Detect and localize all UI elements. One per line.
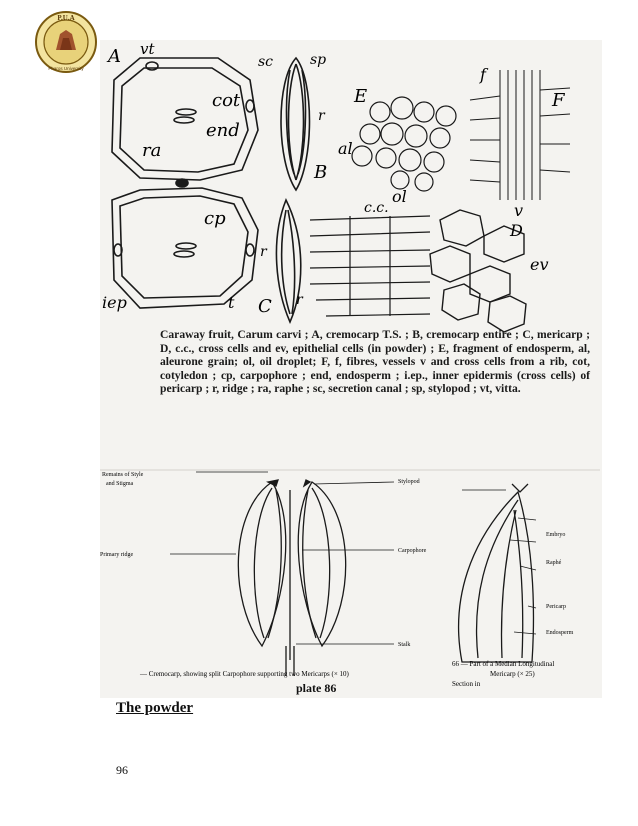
label-ol: ol [392,187,407,206]
label-A: A [108,46,121,67]
page-number: 96 [116,763,128,777]
label-stalk: Stalk [398,642,411,648]
label-cp: cp [204,208,226,229]
label-ev: ev [530,255,549,274]
university-logo [34,10,98,74]
caption-longitudinal-3: Section in [452,680,481,688]
label-raphe: Raphé [546,560,562,566]
label-stylopod: Stylopod [398,479,420,485]
label-D: D [510,221,523,240]
label-cc: c.c. [364,200,389,216]
label-C: C [258,296,272,317]
label-v: v [514,201,524,220]
figure-caption [160,328,590,396]
svg-text:P.U.A: P.U.A [57,14,75,22]
label-end: end [206,120,240,141]
caption-text: Caraway fruit, Carum carvi ; A, cremocarp T.S. ; B, cremocarp entire ; C, mericarp ; D, c.c., cross cells and ev, epithelial cells (in powder) ; E, fragment of endosperm, al, aleurone grain; ol, oil droplet; F, f, fibres, vessels v and cross cells from a rib, cot, cotyledon ; cp, carpophore ; end, endosperm ; i.ep., inner epidermis (cross cells) of pericarp ; r, ridge ; ra, raphe ; sc, secretion canal ; sp, stylopod ; vt, vitta. [160,328,590,395]
label-primary-ridge: Primary ridge [100,552,134,558]
label-ra: ra [142,140,162,161]
label-carpophore: Carpophore [398,548,427,554]
label-r-b: r [318,108,325,124]
caption-longitudinal-2: Mericarp (× 25) [490,670,535,678]
label-r-c2: r [296,292,303,308]
caption-cremocarp: — Cremocarp, showing split Carpophore supporting two Mericarps (× 10) [140,670,349,678]
label-t: t [228,293,235,312]
label-f: f [480,65,486,84]
plate-label: plate 86 [296,681,337,695]
label-B: B [314,162,328,183]
label-endosperm: Endosperm [546,630,574,636]
label-embryo: Embryo [546,532,566,538]
label-cot: cot [212,90,241,111]
label-iep: iep [102,293,127,312]
label-remains-style: Remains of Style [102,472,144,478]
label-r-c1: r [260,244,267,260]
label-al: al [338,139,353,158]
label-F: F [552,90,565,111]
label-sc: sc [258,54,274,70]
section-heading: The powder [116,700,194,716]
svg-text:Pharos University: Pharos University [48,66,84,71]
label-sp: sp [310,52,327,68]
label-vt: vt [140,40,155,58]
label-remains-stigma: and Stigma [106,481,134,487]
plate-figure [100,40,602,698]
caption-longitudinal-1: 66 — Part of a Median Longitudinal [452,660,555,668]
label-pericarp: Pericarp [546,604,566,610]
label-E: E [354,86,368,107]
